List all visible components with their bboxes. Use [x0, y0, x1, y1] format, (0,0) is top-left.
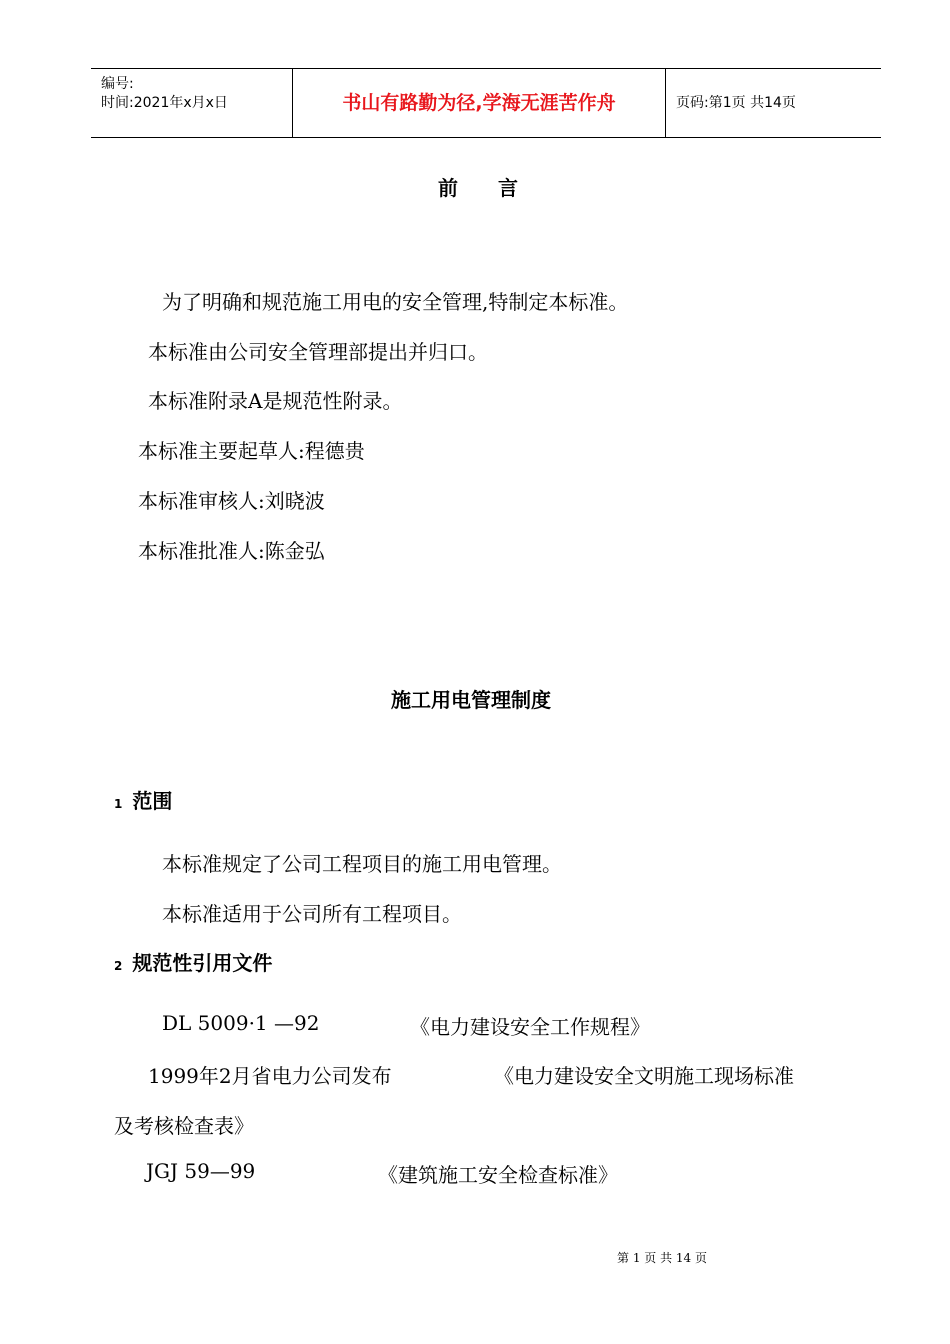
serial-label: 编号: — [101, 76, 134, 92]
preface-line: 本标准批准人:陈金弘 — [138, 539, 325, 563]
preface-title: 前 言 — [438, 176, 518, 200]
header-meta — [101, 75, 228, 113]
reference-name: 《电力建设安全文明施工现场标准 — [494, 1064, 794, 1088]
section-title: 规范性引用文件 — [132, 951, 273, 975]
section-line: 本标准适用于公司所有工程项目。 — [162, 902, 462, 926]
section-line: 本标准规定了公司工程项目的施工用电管理。 — [162, 852, 562, 876]
preface-line: 为了明确和规范施工用电的安全管理,特制定本标准。 — [162, 290, 629, 314]
reference-name: 《电力建设安全工作规程》 — [410, 1015, 650, 1039]
preface-line: 本标准附录A是规范性附录。 — [148, 389, 403, 413]
reference-code: 1999年2月省电力公司发布 — [148, 1064, 392, 1088]
preface-line: 本标准主要起草人:程德贵 — [138, 439, 365, 463]
section-title: 范围 — [132, 789, 173, 813]
reference-code: JGJ 59—99 — [146, 1159, 256, 1183]
section-heading — [114, 785, 172, 814]
header-motto: 书山有路勤为径,学海无涯苦作舟 — [342, 92, 616, 114]
page-header — [91, 68, 881, 138]
preface-line: 本标准审核人:刘晓波 — [138, 489, 325, 513]
section-number: 2 — [114, 959, 123, 973]
time-label: 时间:2021年x月x日 — [101, 95, 228, 111]
reference-name: 《建筑施工安全检查标准》 — [378, 1163, 618, 1187]
preface-line: 本标准由公司安全管理部提出并归口。 — [148, 340, 488, 364]
header-page-info: 页码:第1页 共14页 — [676, 95, 796, 111]
reference-name: 及考核检查表》 — [114, 1114, 254, 1138]
section-number: 1 — [114, 797, 123, 811]
header-divider — [665, 69, 666, 137]
reference-code: DL 5009·1 —92 — [162, 1011, 320, 1035]
section-heading — [114, 947, 272, 976]
document-title: 施工用电管理制度 — [391, 688, 551, 712]
page-footer: 第 1 页 共 14 页 — [617, 1251, 707, 1265]
